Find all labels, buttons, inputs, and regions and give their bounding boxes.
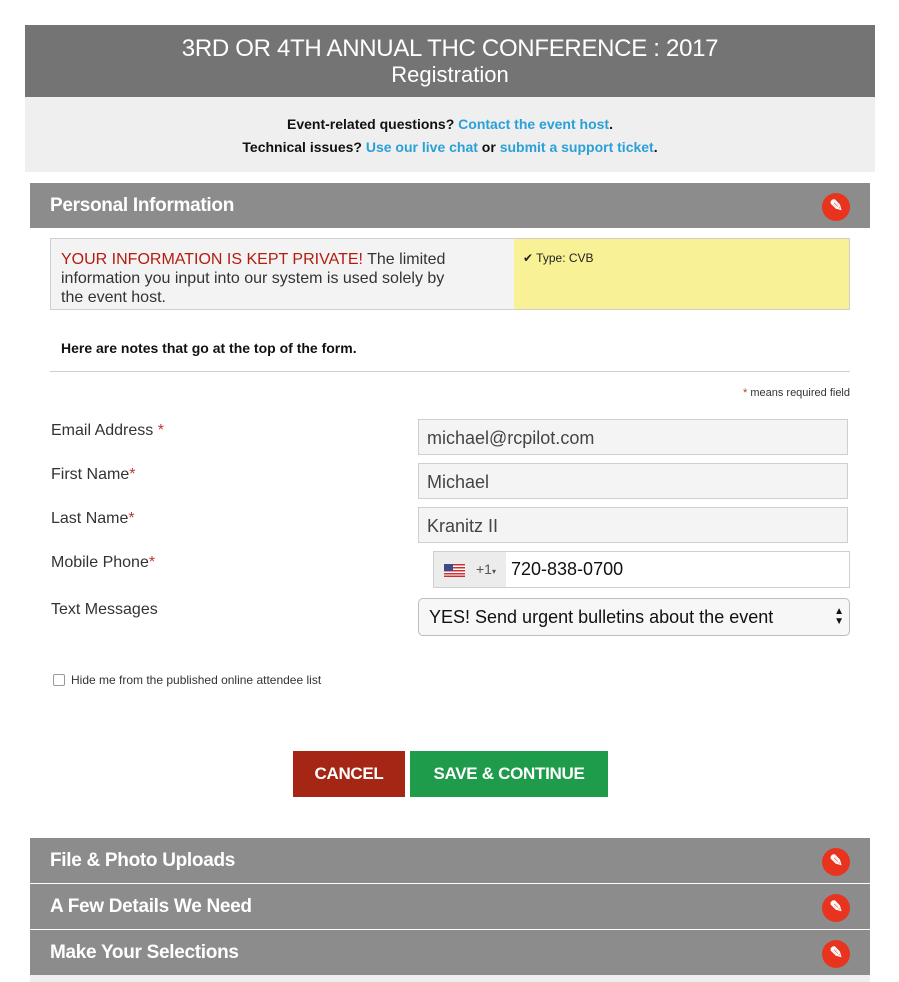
section-title: Personal Information <box>50 195 235 216</box>
first-name-label: First Name* <box>51 466 136 483</box>
live-chat-link[interactable]: Use our live chat <box>365 139 478 155</box>
save-continue-button[interactable]: SAVE & CONTINUE <box>410 751 608 797</box>
mobile-phone-input[interactable] <box>433 551 850 588</box>
edit-pencil-icon[interactable]: ✎ <box>822 848 850 876</box>
edit-pencil-icon[interactable]: ✎ <box>822 193 850 221</box>
email-field[interactable]: michael@rcpilot.com <box>418 419 848 455</box>
support-box: Event-related questions? Contact the event host. Technical issues? Use our live chat or submit a support ticket. <box>25 97 875 172</box>
type-note: ✔ Type: CVB <box>523 251 594 265</box>
technical-issues-label: Technical issues? <box>242 139 362 155</box>
mobile-phone-label: Mobile Phone* <box>51 554 156 571</box>
edit-pencil-icon[interactable]: ✎ <box>822 940 850 968</box>
us-flag-icon <box>444 564 465 577</box>
event-questions-label: Event-related questions? <box>287 116 455 132</box>
hide-attendee-label: Hide me from the published online attendee list <box>71 673 322 687</box>
cancel-button[interactable]: CANCEL <box>293 751 405 797</box>
section-title: A Few Details We Need <box>50 896 252 917</box>
last-name-field[interactable]: Kranitz II <box>418 507 848 543</box>
page-subtitle: Registration <box>391 62 509 87</box>
section-title: Make Your Selections <box>50 942 239 963</box>
section-few-details[interactable] <box>30 884 870 929</box>
privacy-headline: YOUR INFORMATION IS KEPT PRIVATE! <box>61 251 363 268</box>
text-messages-label: Text Messages <box>51 601 158 618</box>
page-header <box>25 25 875 97</box>
country-code: +1▾ <box>476 561 496 577</box>
last-name-label: Last Name* <box>51 510 135 527</box>
privacy-body: The limited information you input into our system is used solely by the event host. <box>61 251 446 306</box>
support-ticket-link[interactable]: submit a support ticket <box>499 139 654 155</box>
section-make-selections[interactable] <box>30 930 870 975</box>
event-title: 3RD OR 4TH ANNUAL THC CONFERENCE : 2017 <box>181 35 719 62</box>
required-field-note: * means required field <box>742 387 850 399</box>
text-messages-select[interactable] <box>418 598 850 636</box>
country-code-selector[interactable] <box>434 552 506 587</box>
hide-attendee-checkbox[interactable] <box>53 674 65 686</box>
section-personal-information[interactable] <box>30 183 870 228</box>
contact-host-link[interactable]: Contact the event host <box>458 116 610 132</box>
divider <box>50 371 850 372</box>
hide-attendee-option[interactable] <box>53 673 321 687</box>
form-notes: Here are notes that go at the top of the form. <box>61 340 357 356</box>
text-messages-value: YES! Send urgent bulletins about the event <box>429 607 774 627</box>
phone-value: 720-838-0700 <box>511 559 624 579</box>
section-title: File & Photo Uploads <box>50 850 236 871</box>
first-name-field[interactable]: Michael <box>418 463 848 499</box>
privacy-notice <box>50 238 850 310</box>
footer-strip <box>30 975 870 982</box>
select-arrows-icon: ▲ ▼ <box>834 606 844 627</box>
email-label: Email Address * <box>51 422 164 439</box>
section-file-photo-uploads[interactable] <box>30 838 870 883</box>
type-note-box <box>514 239 849 309</box>
edit-pencil-icon[interactable]: ✎ <box>822 894 850 922</box>
